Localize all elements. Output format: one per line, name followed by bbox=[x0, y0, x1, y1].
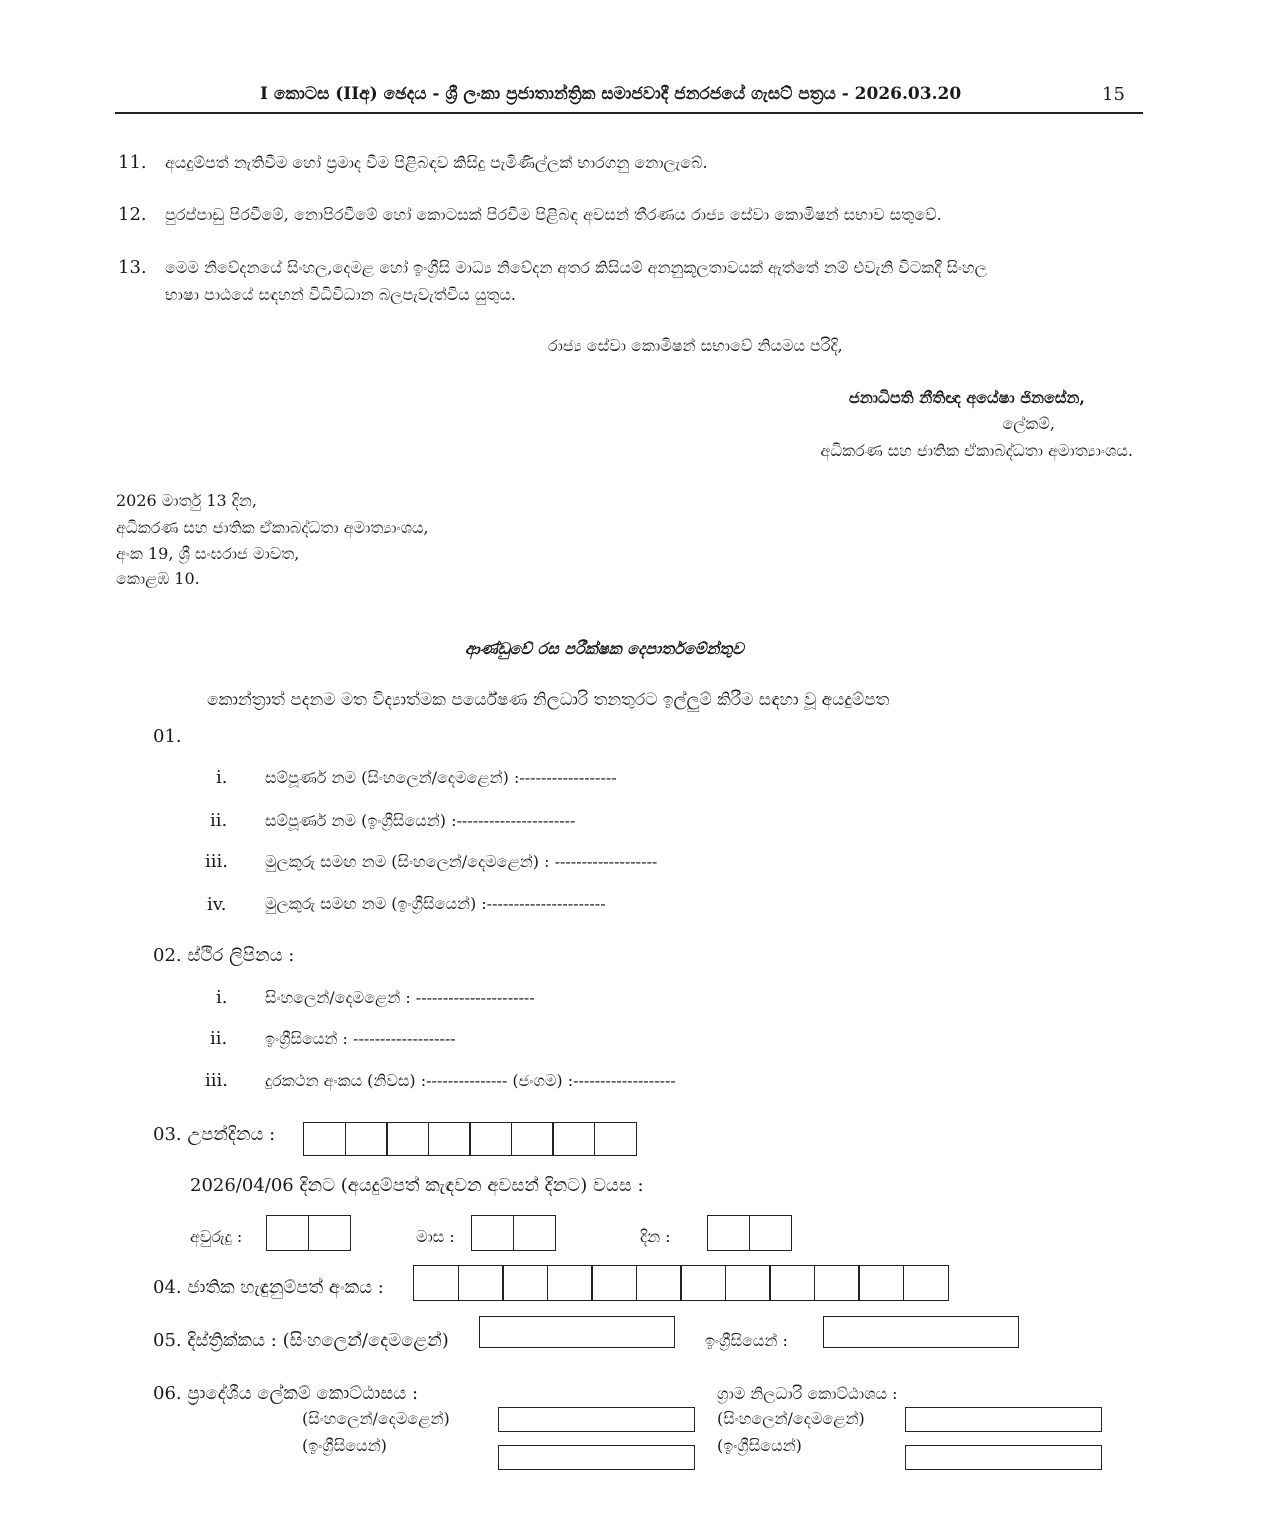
years-cell[interactable] bbox=[266, 1215, 309, 1251]
gn-division-sinhala-box[interactable] bbox=[905, 1407, 1102, 1432]
nic-cell[interactable] bbox=[547, 1265, 593, 1301]
nic-cell[interactable] bbox=[458, 1265, 504, 1301]
district-english-box[interactable] bbox=[823, 1316, 1019, 1348]
section-01-iv-roman: iv. bbox=[207, 894, 227, 915]
birth-date-cell[interactable] bbox=[303, 1122, 346, 1156]
section-01-ii-roman: ii. bbox=[210, 810, 228, 831]
days-label: දින : bbox=[640, 1227, 671, 1246]
nic-cell[interactable] bbox=[858, 1265, 904, 1301]
nic-cell[interactable] bbox=[591, 1265, 637, 1301]
signatory-ministry: අධිකරණ සහ ජාතික ඒකාබද්ධතා අමාත්‍යාංශය. bbox=[820, 441, 1133, 460]
section-02-label: 02. ස්ථිර ලිපිනය : bbox=[153, 945, 295, 966]
years-boxes[interactable] bbox=[266, 1215, 351, 1251]
nic-cell[interactable] bbox=[413, 1265, 459, 1301]
para-12-text: පුරප්පාඩු පිරවීමේ, නොපිරවීමේ හෝ කොටසක් පිරවීම පිළිබඳ අවසන් තීරණය රාජ්‍ය සේවා කොමිෂන් සභාව සතුවේ. bbox=[165, 205, 942, 224]
signatory-name: ජනාධිපති නීතිඥ අයේෂා ජිනසේන, bbox=[848, 388, 1085, 407]
address-ministry: අධිකරණ සහ ජාතික ඒකාබද්ධතා අමාත්‍යාංශය, bbox=[116, 518, 429, 537]
birth-date-boxes[interactable] bbox=[303, 1122, 637, 1156]
gn-division-english-label: (ඉංග්‍රීසියෙන්) bbox=[717, 1436, 802, 1455]
header-rule bbox=[115, 112, 1143, 114]
name-initials-sinhala-field: මුලකුරු සමඟ නම (සිංහලෙන්/දෙමළෙන්) : ------------------- bbox=[265, 852, 658, 871]
section-01-i-roman: i. bbox=[216, 767, 228, 788]
form-title: කොන්ත්‍රාත් පදනම මත විද්‍යාත්මක පර්යේෂණ නිලධාරි තනතුරට ඉල්ලුම් කිරීම සඳහා වූ අයදුම්පත bbox=[207, 690, 890, 710]
months-cell[interactable] bbox=[513, 1215, 556, 1251]
department-heading: ආණ්ඩුවේ රස පරීක්ෂක දෙපාර්තමේන්තුව bbox=[465, 639, 744, 658]
name-initials-english-field: මුලකුරු සමඟ නම (ඉංග්‍රීසියෙන්) :---------------------- bbox=[265, 894, 606, 913]
full-name-english-field: සම්පූර්ණ නම (ඉංග්‍රීසියෙන්) :---------------------- bbox=[265, 811, 576, 830]
full-name-sinhala-field: සම්පූර්ණ නම (සිංහලෙන්/දෙමළෙන්) :------------------ bbox=[265, 768, 617, 787]
days-cell[interactable] bbox=[707, 1215, 750, 1251]
years-label: අවුරුදු : bbox=[190, 1227, 243, 1246]
ds-division-sinhala-box[interactable] bbox=[498, 1407, 695, 1432]
section-02-ii-roman: ii. bbox=[210, 1028, 228, 1049]
address-date: 2026 මාර්තු 13 දින, bbox=[116, 491, 257, 510]
months-boxes[interactable] bbox=[471, 1215, 556, 1251]
address-english-field: ඉංග්‍රීසියෙන් : ------------------- bbox=[265, 1029, 456, 1048]
nic-cell[interactable] bbox=[814, 1265, 860, 1301]
para-13-number: 13. bbox=[118, 257, 147, 278]
nic-cell[interactable] bbox=[903, 1265, 949, 1301]
address-sinhala-field: සිංහලෙන්/දෙමළෙන් : ---------------------- bbox=[265, 988, 535, 1007]
birth-date-cell[interactable] bbox=[386, 1122, 429, 1156]
birth-date-cell[interactable] bbox=[594, 1122, 637, 1156]
ds-division-english-label: (ඉංග්‍රීසියෙන්) bbox=[302, 1436, 387, 1455]
months-label: මාස : bbox=[416, 1227, 455, 1246]
section-05-label: 05. දිස්ත්‍රික්කය : (සිංහලෙන්/දෙමළෙන්) bbox=[153, 1330, 449, 1351]
birth-date-cell[interactable] bbox=[345, 1122, 388, 1156]
birth-date-cell[interactable] bbox=[511, 1122, 554, 1156]
page-header bbox=[0, 84, 1275, 110]
signatory-title: ලේකම්, bbox=[1002, 414, 1055, 433]
address-street: අංක 19, ශ්‍රී සංඝරාජ මාවත, bbox=[116, 544, 300, 563]
nic-cell[interactable] bbox=[725, 1265, 771, 1301]
section-02-iii-roman: iii. bbox=[205, 1070, 228, 1091]
section-01-iii-roman: iii. bbox=[205, 851, 228, 872]
birth-date-cell[interactable] bbox=[428, 1122, 471, 1156]
section-04-label: 04. ජාතික හැඳුනුම්පත් අංකය : bbox=[153, 1277, 384, 1298]
para-12-number: 12. bbox=[118, 204, 147, 225]
nic-number-boxes[interactable] bbox=[413, 1265, 949, 1301]
para-13-line2: භාෂා පාඨයේ සඳහන් විධිවිධාන බලපැවැත්විය යුතුය. bbox=[165, 285, 516, 304]
section-03-label: 03. උපන්දිනය : bbox=[153, 1124, 276, 1145]
nic-cell[interactable] bbox=[502, 1265, 548, 1301]
birth-date-cell[interactable] bbox=[469, 1122, 512, 1156]
nic-cell[interactable] bbox=[636, 1265, 682, 1301]
order-line: රාජ්‍ය සේවා කොමිෂන් සභාවේ නියමය පරිදි, bbox=[548, 336, 843, 355]
section-01-number: 01. bbox=[153, 726, 182, 747]
district-sinhala-box[interactable] bbox=[479, 1316, 675, 1348]
gn-division-label: ග්‍රාම නිලධාරි කොට්ඨාශය : bbox=[717, 1384, 898, 1403]
page-number: 15 bbox=[1102, 84, 1125, 105]
gazette-title: I කොටස (IIඅ) ඡෙදය - ශ්‍රී ලංකා ප්‍රජාතාන්ත්‍රික සමාජවාදී ජනරජයේ ගැසට් පත්‍රය - 2026.03.20 bbox=[260, 84, 962, 104]
para-13-line1: මෙම නිවේදනයේ සිංහල,දෙමළ හෝ ඉංග්‍රීසි මාධ්‍ය නිවේදන අතර කිසියම් අනනුකූලතාවයක් ඇත්තේ නම් එවැනි විටකදී සිංහල bbox=[165, 258, 987, 277]
ds-division-english-box[interactable] bbox=[498, 1445, 695, 1470]
birth-date-cell[interactable] bbox=[552, 1122, 595, 1156]
years-cell[interactable] bbox=[308, 1215, 351, 1251]
address-city: කොළඹ 10. bbox=[116, 569, 200, 588]
days-cell[interactable] bbox=[749, 1215, 792, 1251]
gn-division-sinhala-label: (සිංහලෙන්/දෙමළෙන්) bbox=[717, 1409, 865, 1428]
telephone-field: දුරකථන අංකය (නිවස) :--------------- (ජංගම) :------------------- bbox=[265, 1071, 676, 1090]
ds-division-sinhala-label: (සිංහලෙන්/දෙමළෙන්) bbox=[302, 1409, 450, 1428]
months-cell[interactable] bbox=[471, 1215, 514, 1251]
para-11-text: අයදුම්පත් නැතිවීම හෝ ප්‍රමාද වීම පිළිබඳව කිසිදු පැමිණිල්ලක් භාරගනු නොලැබේ. bbox=[165, 153, 708, 172]
age-line: 2026/04/06 දිනට (අයදුම්පත් කැඳවන අවසන් දිනට) වයස : bbox=[190, 1175, 644, 1196]
para-11-number: 11. bbox=[118, 152, 147, 173]
nic-cell[interactable] bbox=[769, 1265, 815, 1301]
district-english-label: ඉංග්‍රීසියෙන් : bbox=[705, 1331, 788, 1350]
days-boxes[interactable] bbox=[707, 1215, 792, 1251]
gn-division-english-box[interactable] bbox=[905, 1445, 1102, 1470]
nic-cell[interactable] bbox=[680, 1265, 726, 1301]
section-02-i-roman: i. bbox=[216, 987, 228, 1008]
section-06-label: 06. ප්‍රාදේශීය ලේකම් කොට්ඨාසය : bbox=[153, 1383, 419, 1404]
